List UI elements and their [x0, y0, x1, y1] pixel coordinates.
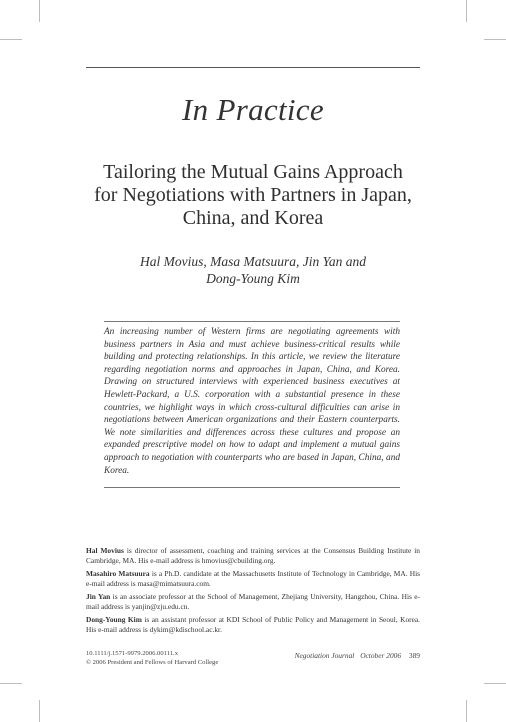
crop-mark-br-h	[484, 683, 506, 684]
page-number: 389	[408, 651, 420, 660]
title-line: China, and Korea	[182, 207, 324, 229]
author-bios	[86, 546, 420, 638]
section-label: In Practice	[182, 92, 324, 127]
author-line: Hal Movius, Masa Matsuura, Jin Yan and	[139, 254, 366, 269]
issue-date: October 2006	[360, 651, 402, 660]
bio-paragraph	[86, 592, 420, 612]
crop-mark-br-v	[466, 700, 467, 722]
bio-text: is an assistant professor at KDI School of Public Policy and Management in Seoul, Korea. His e-mail address is dykim@kdischool.ac.kr.	[86, 615, 421, 634]
bio-paragraph	[86, 615, 420, 635]
doi-text: 10.1111/j.1571-9979.2006.00111.x	[86, 650, 179, 657]
crop-mark-bl-h	[0, 683, 22, 684]
crop-mark-bl-v	[39, 700, 40, 722]
crop-mark-tr-v	[466, 0, 467, 22]
bio-name: Hal Movius	[86, 546, 124, 555]
crop-mark-tr-h	[484, 39, 506, 40]
journal-name: Negotiation Journal	[294, 651, 355, 660]
author-list	[90, 253, 416, 287]
bio-paragraph	[86, 546, 420, 566]
doi-block	[86, 650, 218, 667]
header-rule	[86, 67, 420, 68]
title-line: Tailoring the Mutual Gains Approach	[103, 161, 403, 183]
author-line: Dong-Young Kim	[206, 271, 300, 286]
crop-mark-tl-v	[39, 0, 40, 22]
bio-name: Masahiro Matsuura	[86, 569, 150, 578]
bio-text: is director of assessment, coaching and training services at the Consensus Building Institute in Cambridge, MA. His e-mail address is hmovius@cbuilding.org.	[86, 546, 420, 565]
bio-text: is an associate professor at the School of Management, Zhejiang University, Hangzhou, China. His e-mail address is yanjin@zju.edu.cn.	[86, 592, 420, 611]
copyright-text: © 2006 President and Fellows of Harvard College	[86, 658, 219, 666]
crop-mark-tl-h	[0, 39, 22, 40]
running-footer	[295, 651, 420, 660]
title-line: for Negotiations with Partners in Japan,	[94, 184, 412, 206]
abstract-bottom-rule	[104, 487, 400, 488]
bio-text: is a Ph.D. candidate at the Massachusetts Institute of Technology in Cambridge, MA. His e-mail address is masa@mimatsuura.com.	[86, 569, 420, 588]
article-title	[70, 161, 436, 230]
bio-name: Dong-Young Kim	[86, 615, 142, 624]
abstract-top-rule	[104, 321, 400, 322]
bio-name: Jin Yan	[86, 592, 111, 601]
bio-paragraph	[86, 569, 420, 589]
abstract-text: An increasing number of Western firms are negotiating agreements with business partners in Asia and must achieve business-critical results while building and protecting relationships. In this article, we review the literature regarding negotiation norms and approaches in Japan, China, and Korea. Drawing on structured interviews with experienced business executives at Hewlett-Packard, a U.S. corporation with a substantial presence in these countries, we highlight ways in which cross-cultural difficulties can arise in negotiations between American organizations and their Eastern counterparts. We note similarities and differences across these cultures and propose an expanded prescriptive model on how to adapt and implement a mutual gains approach to negotiation with counterparts who are based in Japan, China, and Korea.	[104, 327, 400, 476]
